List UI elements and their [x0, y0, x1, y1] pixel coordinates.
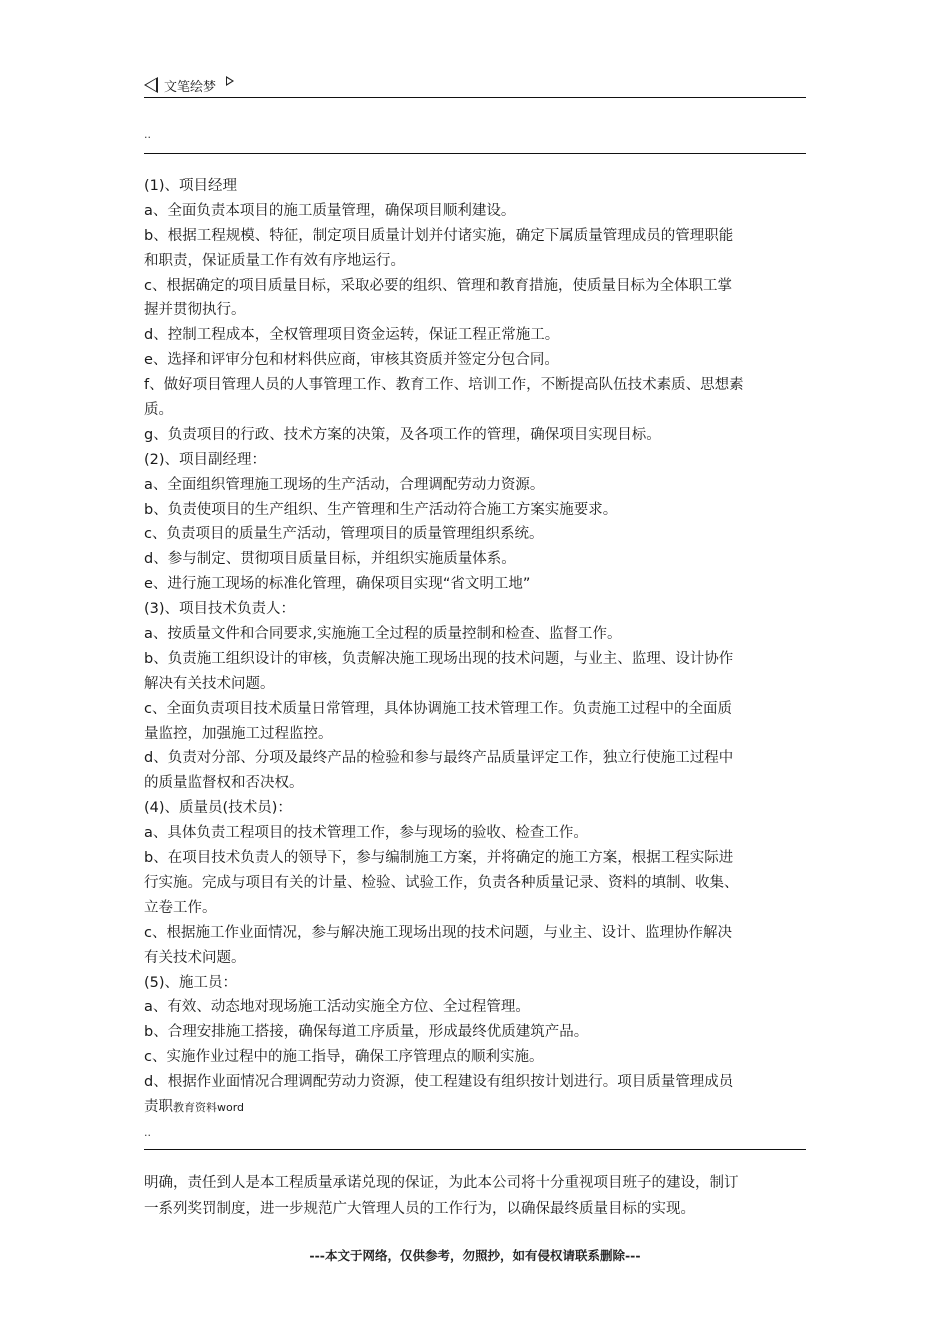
text-line: 立卷工作。 — [144, 899, 217, 916]
text-line: a、具体负责工程项目的技术管理工作，参与现场的验收、检查工作。 — [144, 825, 588, 842]
text-line: a、有效、动态地对现场施工活动实施全方位、全过程管理。 — [144, 999, 530, 1016]
footer-note: ---本文于网络，仅供参考，勿照抄，如有侵权请联系删除--- — [309, 1248, 641, 1263]
bottom-rule — [144, 1149, 806, 1150]
text-line: e、进行施工现场的标准化管理，确保项目实现“省文明工地” — [144, 576, 531, 593]
text-line: (2)、项目副经理： — [144, 451, 267, 468]
tail-line: 一系列奖罚制度，进一步规范广大管理人员的工作行为，以确保最终质量目标的实现。 — [144, 1201, 695, 1217]
header-rule — [144, 97, 806, 98]
text-line-last — [144, 1095, 806, 1120]
text-line: c、实施作业过程中的施工指导，确保工序管理点的顺利实施。 — [144, 1049, 544, 1066]
text-line: d、根据作业面情况合理调配劳动力资源，使工程建设有组织按计划进行。项目质量管理成员 — [144, 1074, 734, 1091]
text-line: 和职责，保证质量工作有效有序地运行。 — [144, 252, 405, 269]
text-line: b、负责使项目的生产组织、生产管理和生产活动符合施工方案实施要求。 — [144, 501, 618, 518]
text-line: b、负责施工组织设计的审核，负责解决施工现场出现的技术问题，与业主、监理、设计协作 — [144, 650, 734, 667]
text-line: 的质量监督权和否决权。 — [144, 775, 304, 792]
text-line: 解决有关技术问题。 — [144, 675, 275, 692]
header-title: 文笔绘梦 — [164, 79, 217, 95]
text-line: a、全面负责本项目的施工质量管理，确保项目顺利建设。 — [144, 202, 516, 219]
text-line: a、全面组织管理施工现场的生产活动，合理调配劳动力资源。 — [144, 476, 545, 493]
left-triangle-icon — [144, 77, 158, 93]
text-line: e、选择和评审分包和材料供应商，审核其资质并签定分包合同。 — [144, 352, 559, 369]
text-line: b、合理安排施工搭接，确保每道工序质量，形成最终优质建筑产品。 — [144, 1024, 589, 1041]
text-line: 握并贯彻执行。 — [144, 302, 246, 319]
tail-line: 明确，责任到人是本工程质量承诺兑现的保证，为此本公司将十分重视项目班子的建设，制订 — [144, 1175, 739, 1191]
text-line: 行实施。完成与项目有关的计量、检验、试验工作，负责各种质量记录、资料的填制、收集、 — [144, 874, 739, 891]
top-rule — [144, 153, 806, 154]
document-header — [144, 74, 806, 96]
text-line: 质。 — [144, 402, 173, 419]
text-line: (5)、施工员： — [144, 974, 238, 991]
right-triangle-icon — [226, 76, 234, 86]
text-line: a、按质量文件和合同要求,实施施工全过程的质量控制和检查、监督工作。 — [144, 626, 622, 643]
text-line: (4)、质量员(技术员)： — [144, 800, 292, 817]
text-line: 量监控，加强施工过程监控。 — [144, 725, 333, 742]
text-line: b、根据工程规模、特征，制定项目质量计划并付诸实施，确定下属质量管理成员的管理职能 — [144, 227, 734, 244]
bottom-dots: .. — [144, 1126, 151, 1139]
text-line: d、参与制定、贯彻项目质量目标，并组织实施质量体系。 — [144, 551, 516, 568]
text-line: c、根据施工作业面情况，参与解决施工现场出现的技术问题，与业主、设计、监理协作解决 — [144, 924, 732, 941]
text-line: c、负责项目的质量生产活动，管理项目的质量管理组织系统。 — [144, 526, 544, 543]
text-line: 有关技术问题。 — [144, 949, 246, 966]
text-line: d、控制工程成本，全权管理项目资金运转，保证工程正常施工。 — [144, 327, 560, 344]
top-dots: .. — [144, 128, 151, 141]
main-content — [144, 174, 806, 1120]
text-line: d、负责对分部、分项及最终产品的检验和参与最终产品质量评定工作，独立行使施工过程中 — [144, 750, 734, 767]
text-line: (3)、项目技术负责人： — [144, 601, 296, 618]
text-line: b、在项目技术负责人的领导下，参与编制施工方案，并将确定的施工方案，根据工程实际进 — [144, 850, 734, 867]
text-line: g、负责项目的行政、技术方案的决策，及各项工作的管理，确保项目实现目标。 — [144, 426, 661, 443]
text-line: f、做好项目管理人员的人事管理工作、教育工作、培训工作，不断提高队伍技术素质、思想素 — [144, 377, 744, 394]
text-line: (1)、项目经理 — [144, 178, 238, 194]
text-line: c、全面负责项目技术质量日常管理，具体协调施工技术管理工作。负责施工过程中的全面质 — [144, 700, 732, 717]
last-line-main: 责职 — [144, 1098, 173, 1115]
tail-content — [144, 1170, 806, 1222]
text-line: c、根据确定的项目质量目标，采取必要的组织、管理和教育措施，使质量目标为全体职工掌 — [144, 277, 732, 294]
last-line-small: 教育资料word — [173, 1100, 245, 1114]
